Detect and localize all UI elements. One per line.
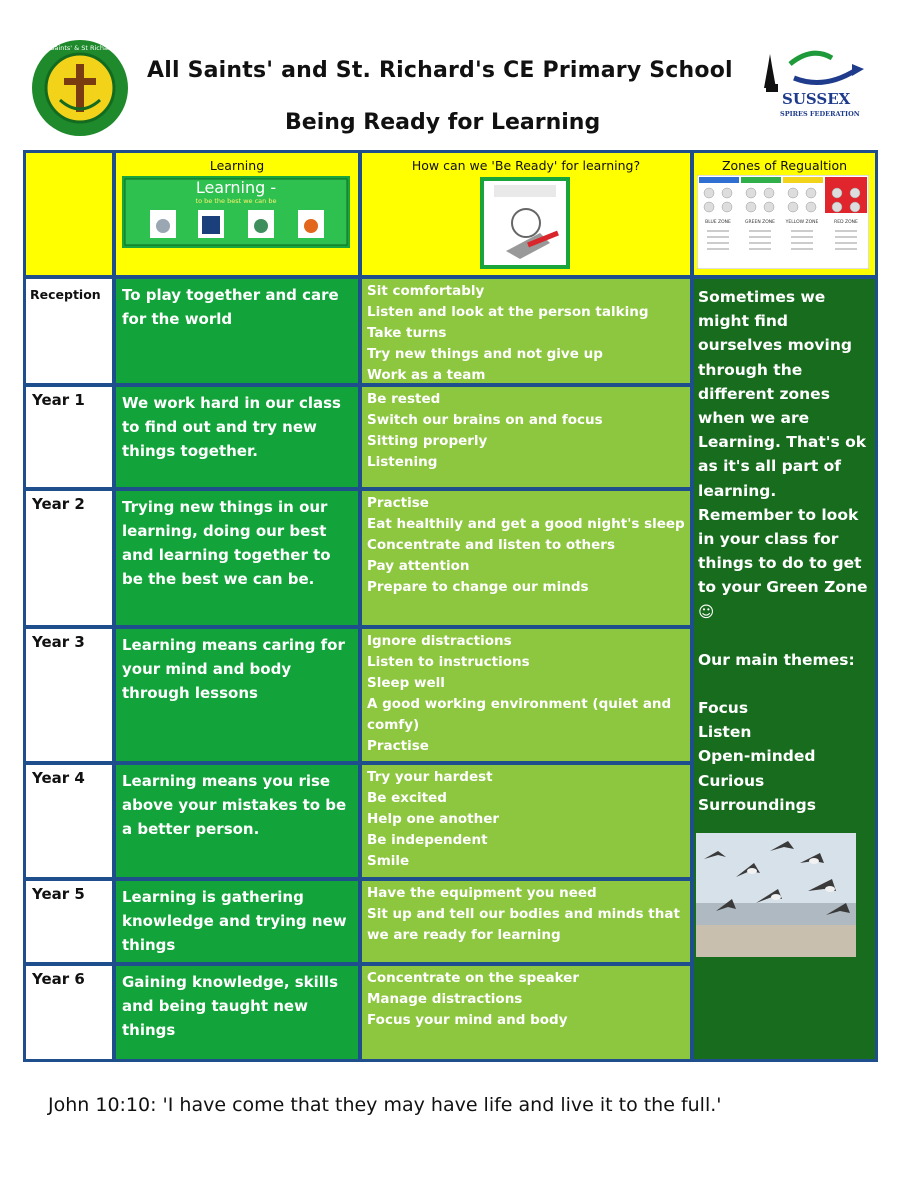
zones-intro-text: Sometimes we might find ourselves moving through the different zones when we are Learning. That's ok as it's all part of learning. Remember to look in your class for things to do to get to your Green Zone ☺ (698, 288, 868, 621)
header-corner-cell (26, 153, 112, 275)
zone-label-red: RED ZONE (834, 220, 858, 225)
document-title: Being Ready for Learning (285, 110, 601, 135)
ready-item: Sit up and tell our bodies and minds that we are ready for learning (367, 906, 680, 943)
ready-item: Prepare to change our minds (367, 579, 589, 595)
learning-column-header (116, 153, 358, 275)
ready-item: Practise (367, 495, 429, 511)
ready-item: Be independent (367, 832, 488, 848)
year-label-year-2: Year 2 (26, 491, 112, 625)
year-label-year-1: Year 1 (26, 387, 112, 487)
zones-column-title: Zones of Regualtion (721, 158, 848, 173)
zone-label-green: GREEN ZONE (745, 220, 775, 225)
theme-item: Open-minded (698, 747, 816, 766)
learning-banner-title: Learning - (195, 178, 277, 197)
ready-column-title: How can we 'Be Ready' for learning? (411, 158, 641, 173)
learning-aim-year-5: Learning is gathering knowledge and trying new things (116, 881, 358, 962)
theme-item: Listen (698, 723, 752, 742)
ready-item: Eat healthily and get a good night's sleep (367, 516, 685, 532)
learning-aim-year-1: We work hard in our class to find out and try new things together. (116, 387, 358, 487)
zone-label-yellow: YELLOW ZONE (785, 220, 819, 225)
federation-name: SUSSEX (782, 90, 851, 108)
school-name: All Saints' and St. Richard's CE Primary School (147, 58, 733, 83)
learning-aim-year-6: Gaining knowledge, skills and being taught new things (116, 966, 358, 1059)
year-label-reception: Reception (26, 279, 112, 383)
ready-item: Help one another (367, 811, 500, 827)
zone-label-blue: BLUE ZONE (705, 220, 731, 225)
zones-of-regulation-thumbnail (697, 175, 869, 269)
ready-item: Practise (367, 738, 429, 754)
learning-aim-year-2: Trying new things in our learning, doing our best and learning together to be the best we can be. (116, 491, 358, 625)
ready-item: Listen to instructions (367, 654, 530, 670)
ready-list-year-6 (362, 966, 690, 1059)
school-crest-text: All Saints' & St Richard's (40, 44, 120, 52)
sussex-spires-federation-logo (760, 44, 872, 122)
federation-subname: SPIRES FEDERATION (780, 110, 860, 118)
ready-list-reception (362, 279, 690, 383)
learning-column-title: Learning (209, 158, 265, 173)
ready-item: Try your hardest (367, 769, 493, 785)
ready-item: Manage distractions (367, 991, 523, 1007)
ready-list-year-2 (362, 491, 690, 625)
learning-aim-reception: To play together and care for the world (116, 279, 358, 383)
ready-item: Be excited (367, 790, 447, 806)
ready-list-year-3 (362, 629, 690, 761)
learning-banner-thumbnail (122, 176, 350, 248)
ready-column-header (362, 153, 690, 275)
ready-item: Have the equipment you need (367, 885, 597, 901)
ready-item: Listening (367, 454, 438, 470)
year-label-year-6: Year 6 (26, 966, 112, 1059)
ready-item: Listen and look at the person talking (367, 304, 649, 320)
ready-item: Work as a team (367, 367, 486, 383)
ready-item: A good working environment (quiet and comfy) (367, 696, 672, 733)
ready-item: Pay attention (367, 558, 470, 574)
bible-verse-footer: John 10:10: 'I have come that they may have life and live it to the full.' (48, 1094, 722, 1116)
ready-for-learning-thumbnail (480, 177, 570, 269)
ready-item: Sit comfortably (367, 283, 485, 299)
ready-item: Try new things and not give up (367, 346, 603, 362)
ready-item: Be rested (367, 391, 441, 407)
zones-panel (694, 279, 875, 1059)
ready-item: Concentrate and listen to others (367, 537, 616, 553)
readiness-table (23, 150, 878, 1062)
seagulls-photo (696, 833, 856, 957)
theme-item: Curious (698, 771, 765, 790)
ready-item: Concentrate on the speaker (367, 970, 579, 986)
ready-item: Ignore distractions (367, 633, 512, 649)
school-crest-logo (30, 38, 130, 138)
ready-list-year-1 (362, 387, 690, 487)
ready-item: Sitting properly (367, 433, 488, 449)
learning-banner-subtitle: to be the best we can be (195, 197, 277, 205)
ready-item: Smile (367, 853, 410, 869)
ready-item: Focus your mind and body (367, 1012, 568, 1028)
ready-item: Switch our brains on and focus (367, 412, 603, 428)
ready-item: Sleep well (367, 675, 445, 691)
learning-aim-year-4: Learning means you rise above your mistakes to be a better person. (116, 765, 358, 877)
ready-list-year-5 (362, 881, 690, 962)
theme-item: Surroundings (698, 795, 816, 814)
themes-title: Our main themes: (698, 650, 855, 669)
year-label-year-5: Year 5 (26, 881, 112, 962)
year-label-year-3: Year 3 (26, 629, 112, 761)
ready-item: Take turns (367, 325, 447, 341)
zones-column-header (694, 153, 875, 275)
learning-aim-year-3: Learning means caring for your mind and body through lessons (116, 629, 358, 761)
ready-list-year-4 (362, 765, 690, 877)
theme-item: Focus (698, 699, 749, 718)
year-label-year-4: Year 4 (26, 765, 112, 877)
